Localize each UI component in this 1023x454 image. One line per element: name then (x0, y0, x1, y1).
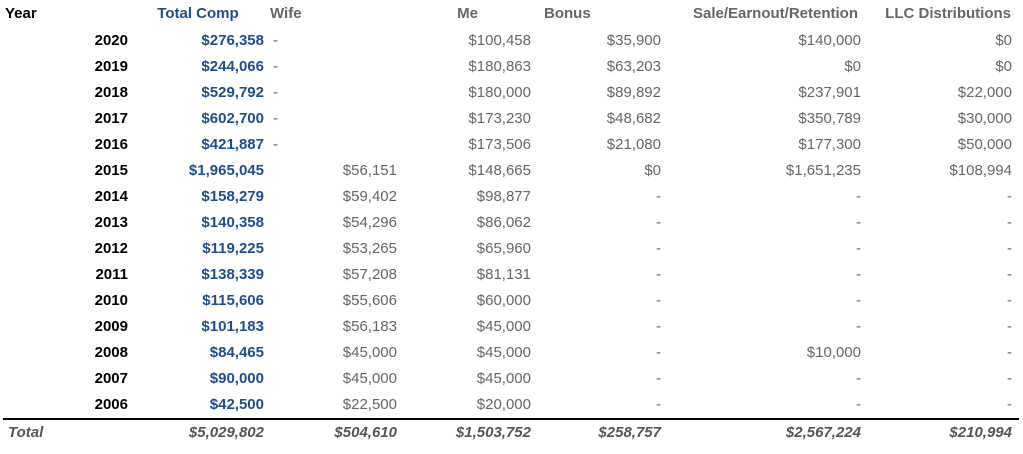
sale-earnout-retention-cell: $350,789 (798, 110, 861, 127)
me-cell: $20,000 (476, 396, 531, 413)
total-comp-cell: $276,358 (201, 32, 264, 49)
wife-cell: $57,208 (342, 266, 397, 283)
llc-distributions-cell: $30,000 (957, 110, 1012, 127)
total-comp-cell: $140,358 (201, 214, 264, 231)
wife-cell: $56,151 (342, 162, 397, 179)
total-comp-cell: $1,965,045 (188, 162, 264, 179)
llc-distributions-cell: $50,000 (957, 136, 1012, 153)
me-cell: $81,131 (476, 266, 531, 283)
wife-cell: $53,265 (342, 240, 397, 257)
llc-distributions-cell: - (1007, 188, 1012, 205)
me-cell: $100,458 (468, 32, 531, 49)
wife-cell: - (273, 32, 278, 49)
sale-earnout-retention-cell: - (856, 318, 861, 335)
sale-earnout-retention-cell: - (856, 396, 861, 413)
sale-earnout-retention-cell: - (856, 240, 861, 257)
sale-earnout-retention-cell: $177,300 (798, 136, 861, 153)
wife-cell: $56,183 (342, 318, 397, 335)
wife-cell: $59,402 (342, 188, 397, 205)
table-row (3, 106, 1019, 132)
table-row (3, 236, 1019, 262)
year-cell: 2012 (94, 240, 128, 257)
sale-earnout-retention-cell: $0 (844, 58, 861, 75)
total-row (3, 419, 1019, 446)
wife-cell: - (273, 58, 278, 75)
bonus-cell: - (656, 396, 661, 413)
bonus-cell: - (656, 266, 661, 283)
bonus-cell: $35,900 (606, 32, 661, 49)
bonus-cell: $48,682 (606, 110, 661, 127)
wife-cell: - (273, 84, 278, 101)
wife-sum: $504,610 (266, 419, 400, 446)
table-body (3, 28, 1019, 419)
me-cell: $65,960 (476, 240, 531, 257)
bonus-cell: - (656, 292, 661, 309)
bonus-cell: - (656, 370, 661, 387)
table-row (3, 314, 1019, 340)
total-comp-cell: $602,700 (201, 110, 264, 127)
year-cell: 2015 (94, 162, 128, 179)
llc-sum: $210,994 (867, 419, 1019, 446)
total-comp-cell: $529,792 (201, 84, 264, 101)
llc-distributions-cell: - (1007, 292, 1012, 309)
bonus-cell: $63,203 (606, 58, 661, 75)
me-sum: $1,503,752 (400, 419, 535, 446)
sale-earnout-retention-cell: - (856, 292, 861, 309)
year-cell: 2018 (94, 84, 128, 101)
bonus-cell: - (656, 188, 661, 205)
sale-earnout-retention-cell: - (856, 214, 861, 231)
total-comp-cell: $119,225 (202, 240, 264, 257)
total-comp-cell: $158,279 (201, 188, 264, 205)
me-cell: $45,000 (476, 344, 531, 361)
me-cell: $45,000 (476, 318, 531, 335)
year-cell: 2013 (94, 214, 128, 231)
table-row (3, 262, 1019, 288)
total-comp-cell: $84,465 (209, 344, 264, 361)
me-cell: $180,863 (468, 58, 531, 75)
wife-cell: $45,000 (342, 370, 397, 387)
sale-sum: $2,567,224 (661, 419, 867, 446)
sale-earnout-retention-cell: $1,651,235 (785, 162, 861, 179)
total-comp-cell: $421,887 (201, 136, 264, 153)
year-cell: 2014 (94, 188, 128, 205)
bonus-cell: $21,080 (606, 136, 661, 153)
bonus-sum: $258,757 (535, 419, 661, 446)
me-cell: $98,877 (476, 188, 531, 205)
llc-distributions-cell: - (1007, 370, 1012, 387)
wife-cell: $22,500 (342, 396, 397, 413)
year-cell: 2017 (94, 110, 128, 127)
llc-distributions-cell: $22,000 (957, 84, 1012, 101)
llc-distributions-cell: - (1007, 214, 1012, 231)
table-row (3, 366, 1019, 392)
bonus-cell: $0 (644, 162, 661, 179)
sale-earnout-retention-cell: - (856, 370, 861, 387)
me-cell: $173,230 (468, 110, 531, 127)
year-cell: 2008 (94, 344, 128, 361)
header-llc-distributions: LLC Distributions (885, 5, 1011, 22)
table-row (3, 158, 1019, 184)
me-cell: $45,000 (476, 370, 531, 387)
compensation-table (3, 0, 1019, 446)
llc-distributions-cell: - (1007, 240, 1012, 257)
wife-cell: $55,606 (342, 292, 397, 309)
total-comp-cell: $138,339 (201, 266, 264, 283)
table-row (3, 288, 1019, 314)
bonus-cell: - (656, 240, 661, 257)
table-row (3, 184, 1019, 210)
year-cell: 2020 (94, 32, 128, 49)
total-comp-sum: $5,029,802 (130, 419, 266, 446)
me-cell: $180,000 (468, 84, 531, 101)
me-cell: $148,665 (468, 162, 531, 179)
year-cell: 2019 (94, 58, 128, 75)
llc-distributions-cell: $0 (995, 58, 1012, 75)
llc-distributions-cell: - (1007, 396, 1012, 413)
total-comp-cell: $90,000 (209, 370, 264, 387)
bonus-cell: - (656, 214, 661, 231)
total-comp-cell: $115,606 (202, 292, 264, 309)
bonus-cell: - (656, 318, 661, 335)
year-cell: 2011 (95, 266, 128, 283)
table-row (3, 28, 1019, 54)
llc-distributions-cell: $0 (995, 32, 1012, 49)
table-row (3, 54, 1019, 80)
wife-cell: - (273, 136, 278, 153)
table-row (3, 392, 1019, 419)
sale-earnout-retention-cell: - (856, 266, 861, 283)
total-comp-cell: $244,066 (201, 58, 264, 75)
header-me: Me (457, 5, 478, 22)
header-wife: Wife (270, 5, 302, 22)
sale-earnout-retention-cell: $237,901 (798, 84, 861, 101)
header-bonus: Bonus (544, 5, 591, 22)
sale-earnout-retention-cell: $140,000 (798, 32, 861, 49)
year-cell: 2010 (94, 292, 128, 309)
me-cell: $86,062 (476, 214, 531, 231)
me-cell: $173,506 (468, 136, 531, 153)
table-row (3, 340, 1019, 366)
total-label: Total (3, 419, 130, 446)
bonus-cell: - (656, 344, 661, 361)
wife-cell: - (273, 110, 278, 127)
llc-distributions-cell: - (1007, 344, 1012, 361)
year-cell: 2016 (94, 136, 128, 153)
header-year: Year (5, 5, 37, 22)
llc-distributions-cell: $108,994 (949, 162, 1012, 179)
wife-cell: $45,000 (342, 344, 397, 361)
table-row (3, 210, 1019, 236)
sale-earnout-retention-cell: - (856, 188, 861, 205)
header-total-comp: Total Comp (157, 5, 239, 22)
year-cell: 2006 (94, 396, 128, 413)
bonus-cell: $89,892 (606, 84, 661, 101)
wife-cell: $54,296 (342, 214, 397, 231)
header-row (3, 0, 1019, 28)
table-row (3, 132, 1019, 158)
sale-earnout-retention-cell: $10,000 (806, 344, 861, 361)
total-comp-cell: $42,500 (209, 396, 264, 413)
year-cell: 2007 (94, 370, 128, 387)
me-cell: $60,000 (476, 292, 531, 309)
header-sale-earnout-retention: Sale/Earnout/Retention (692, 5, 858, 22)
llc-distributions-cell: - (1007, 318, 1012, 335)
year-cell: 2009 (94, 318, 128, 335)
llc-distributions-cell: - (1007, 266, 1012, 283)
total-comp-cell: $101,183 (201, 318, 264, 335)
table-row (3, 80, 1019, 106)
